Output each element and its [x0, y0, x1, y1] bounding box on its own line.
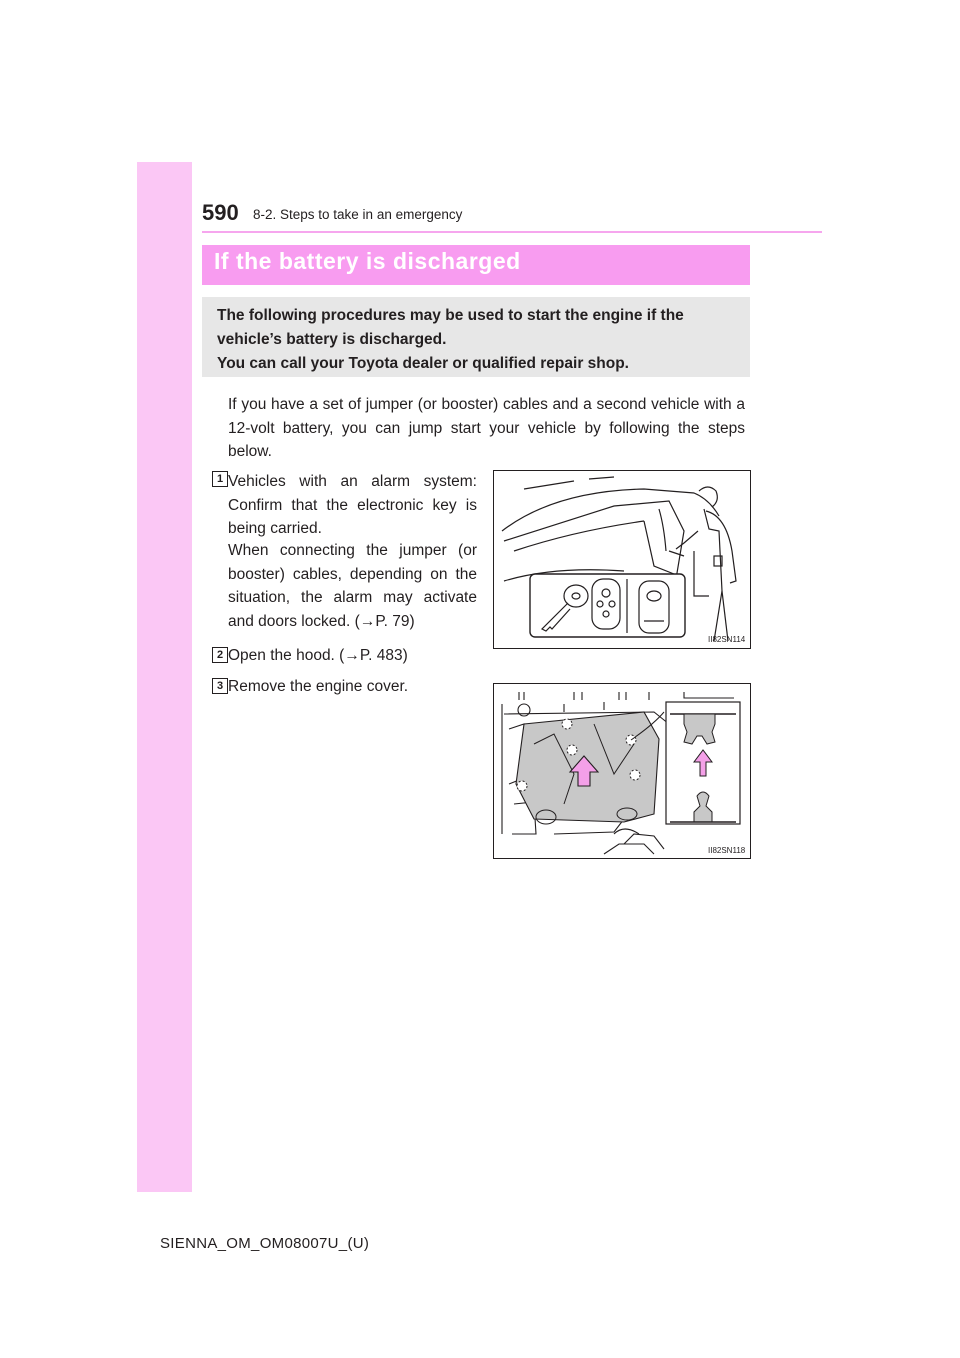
engine-bay-illustration [494, 684, 750, 858]
figure-2-code: II82SN118 [708, 846, 746, 855]
intro-text [217, 304, 742, 376]
step-1-text: Vehicles with an alarm system: Confirm that the electronic key is being carried. [228, 473, 477, 537]
figure-1-code: II82SN114 [708, 635, 746, 644]
step-number-badge: 3 [212, 678, 228, 694]
header-rule [202, 231, 822, 233]
step-3-text: Remove the engine cover. [228, 678, 409, 695]
vehicle-door-illustration [494, 471, 750, 648]
intro-line: The following procedures may be used to start the engine if the [217, 307, 684, 324]
footer-doc-id: SIENNA_OM_OM08007U_(U) [160, 1235, 370, 1252]
chapter-title: 8-2. Steps to take in an emergency [253, 207, 463, 222]
step-number-badge: 1 [212, 471, 228, 487]
intro-line: You can call your Toyota dealer or qualified repair shop. [217, 355, 629, 372]
figure-engine-cover-illustration [493, 683, 751, 859]
figure-vehicle-key-illustration [493, 470, 751, 649]
section-title: If the battery is discharged [214, 248, 521, 274]
step-2-text: Open the hood. (→P. 483) [228, 647, 408, 664]
page-number: 590 [202, 200, 239, 225]
side-tab-strip [137, 162, 192, 1192]
intro-line: vehicle’s battery is discharged. [217, 331, 447, 348]
step-1-note: When connecting the jumper (or booster) cables, depending on the situation, the alarm may activate and doors locked. (→P. 79) [228, 542, 477, 630]
body-paragraph: If you have a set of jumper (or booster) cables and a second vehicle with a 12-volt battery, you can jump start your vehicle by following the steps below. [228, 396, 745, 460]
step-number-badge: 2 [212, 647, 228, 663]
